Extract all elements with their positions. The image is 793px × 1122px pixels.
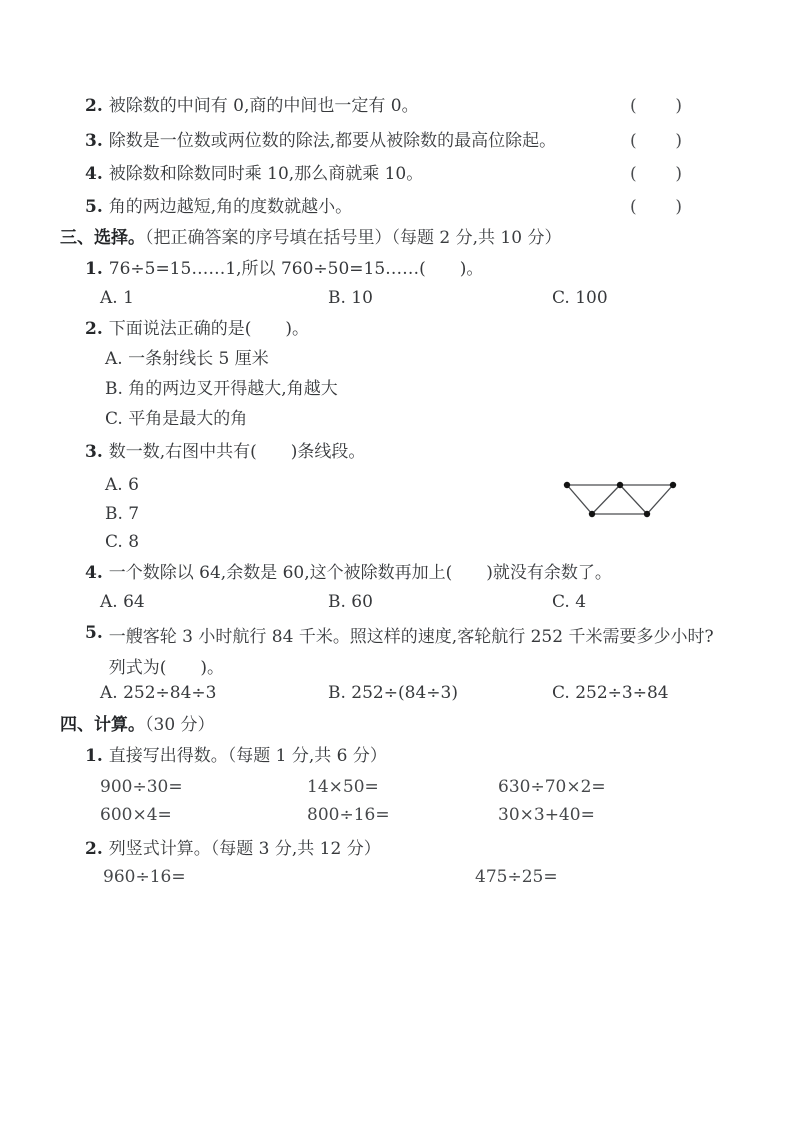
question-text: 列竖式计算。（每题 3 分,共 12 分）: [108, 839, 381, 859]
choice-question-5: [85, 622, 723, 684]
question-text: 一艘客轮 3 小时航行 84 千米。照这样的速度,客轮航行 252 千米需要多少小时? 列式为( )。: [108, 627, 714, 678]
choice-question-4: [85, 562, 612, 584]
question-number: 4.: [85, 164, 103, 184]
option-text: B. 7: [105, 504, 140, 524]
section4-title: 四、计算。: [60, 715, 145, 735]
section3-title: 三、选择。: [60, 228, 145, 248]
line-segment-figure-svg: [556, 469, 688, 529]
choice-question-1-options: [100, 287, 753, 309]
option-a: A. 64: [100, 592, 145, 612]
close-paren: ): [675, 96, 682, 116]
close-paren: ): [675, 164, 682, 184]
question-number: 1.: [85, 746, 103, 766]
close-paren: ): [675, 197, 682, 217]
judgment-item-3: [85, 130, 753, 152]
option-text: A. 一条射线长 5 厘米: [105, 349, 269, 369]
choice-question-5-options: [100, 682, 753, 704]
judgment-item-4: [85, 163, 753, 185]
open-paren: (: [630, 164, 637, 184]
option-c: C. 4: [552, 592, 587, 612]
option-c: C. 100: [552, 288, 608, 308]
math-problem: 800÷16=: [307, 805, 390, 825]
question-text: 被除数的中间有 0,商的中间也一定有 0。: [108, 96, 419, 116]
line-segment-figure: [556, 469, 688, 529]
judgment-item-2: [85, 95, 753, 117]
answer-brackets: [630, 130, 682, 152]
vertical-calc-row: [103, 866, 753, 888]
question-text: 被除数和除数同时乘 10,那么商就乘 10。: [108, 164, 424, 184]
question-number: 2.: [85, 839, 103, 859]
option-a: A. 252÷84÷3: [100, 683, 217, 703]
math-problem: 14×50=: [307, 777, 379, 797]
question-text: 一个数除以 64,余数是 60,这个被除数再加上( )就没有余数了。: [108, 563, 612, 583]
question-number: 5.: [85, 197, 103, 217]
answer-brackets: [630, 163, 682, 185]
question-text: 直接写出得数。（每题 1 分,共 6 分）: [108, 746, 387, 766]
open-paren: (: [630, 96, 637, 116]
question-number: 1.: [85, 259, 103, 279]
choice-question-4-options: [100, 591, 753, 613]
question-text: 下面说法正确的是( )。: [108, 319, 310, 339]
choice-question-3: [85, 441, 365, 463]
section4-header: [60, 714, 215, 736]
option-c: C. 252÷3÷84: [552, 683, 669, 703]
option-c: [105, 531, 139, 553]
section3-subtitle: （把正确答案的序号填在括号里）（每题 2 分,共 10 分）: [145, 228, 562, 248]
question-number: 5.: [85, 623, 103, 643]
option-a: [105, 348, 269, 370]
option-b: [105, 503, 139, 525]
option-b: B. 10: [328, 288, 373, 308]
option-text: C. 8: [105, 532, 140, 552]
option-b: B. 252÷(84÷3): [328, 683, 458, 703]
question-text: 角的两边越短,角的度数就越小。: [108, 197, 353, 217]
option-text: A. 6: [105, 475, 139, 495]
option-b: B. 60: [328, 592, 373, 612]
choice-question-2: [85, 318, 309, 340]
option-text: C. 平角是最大的角: [105, 409, 248, 429]
section3-header: [60, 227, 561, 249]
option-b: [105, 378, 338, 400]
math-problem: 600×4=: [100, 805, 172, 825]
calc-sub1-title: [85, 745, 387, 767]
question-text: 除数是一位数或两位数的除法,都要从被除数的最高位除起。: [108, 131, 557, 151]
calc-sub2-title: [85, 838, 381, 860]
mental-math-row-2: [100, 804, 753, 826]
judgment-item-5: [85, 196, 753, 218]
open-paren: (: [630, 131, 637, 151]
option-text: B. 角的两边叉开得越大,角越大: [105, 379, 338, 399]
question-number: 4.: [85, 563, 103, 583]
choice-question-1: [85, 258, 483, 280]
math-problem: 30×3+40=: [498, 805, 595, 825]
math-problem: 960÷16=: [103, 867, 186, 887]
close-paren: ): [675, 131, 682, 151]
math-problem: 630÷70×2=: [498, 777, 606, 797]
answer-brackets: [630, 196, 682, 218]
mental-math-row-1: [100, 776, 753, 798]
question-number: 2.: [85, 96, 103, 116]
question-number: 3.: [85, 442, 103, 462]
option-a: [105, 474, 139, 496]
question-text: 76÷5=15……1,所以 760÷50=15……( )。: [108, 259, 484, 279]
math-problem: 900÷30=: [100, 777, 183, 797]
section4-subtitle: （30 分）: [145, 715, 215, 735]
option-c: [105, 408, 247, 430]
math-problem: 475÷25=: [475, 867, 558, 887]
question-number: 2.: [85, 319, 103, 339]
answer-brackets: [630, 95, 682, 117]
question-text: 数一数,右图中共有( )条线段。: [108, 442, 366, 462]
open-paren: (: [630, 197, 637, 217]
question-number: 3.: [85, 131, 103, 151]
option-a: A. 1: [100, 288, 134, 308]
